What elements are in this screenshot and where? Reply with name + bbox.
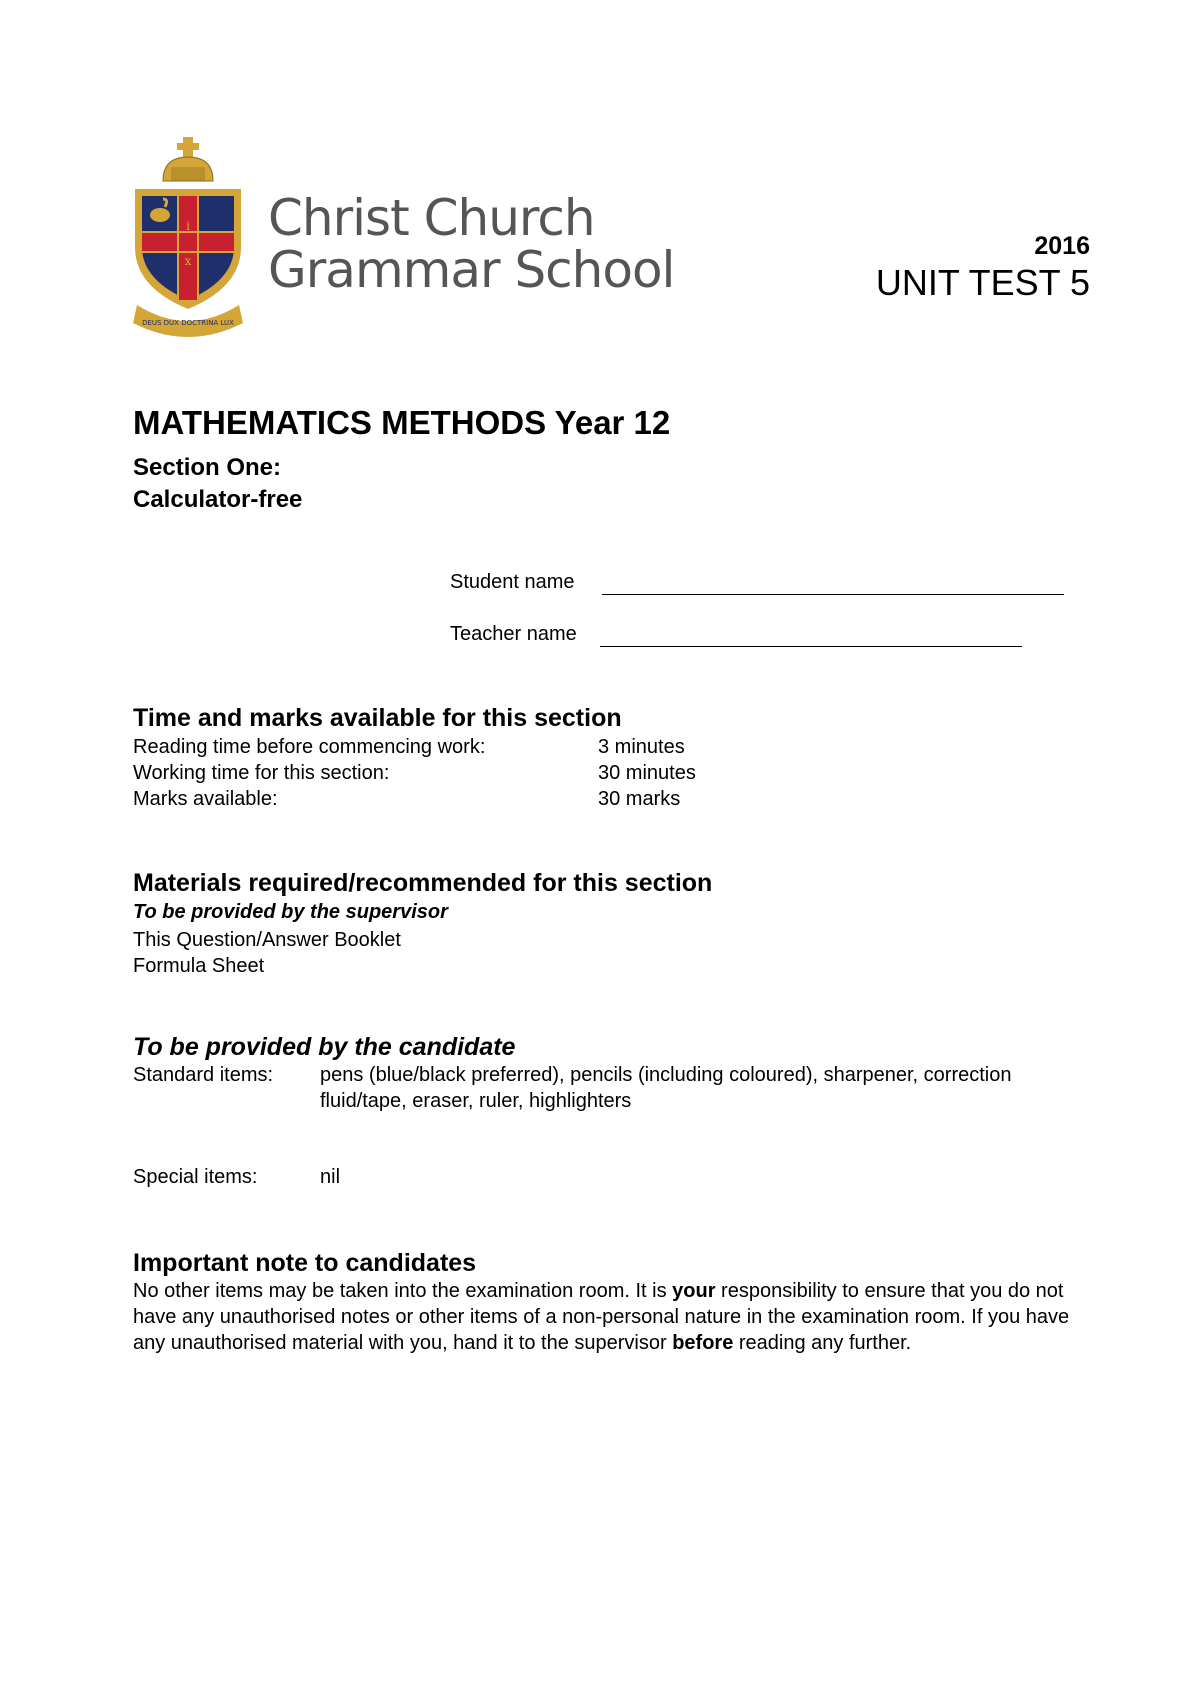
subject-title: MATHEMATICS METHODS Year 12 — [133, 404, 671, 441]
note-emphasis-before: before — [672, 1332, 734, 1354]
standard-items-value-line1: pens (blue/black preferred), pencils (including coloured), sharpener, correction — [320, 1064, 1012, 1086]
school-crest-logo — [133, 137, 245, 337]
time-marks-heading: Time and marks available for this section — [133, 704, 622, 732]
supervisor-item: This Question/Answer Booklet — [133, 929, 401, 951]
school-name-line2: Grammar School — [268, 241, 675, 299]
special-items-value: nil — [320, 1166, 341, 1188]
section-subtitle: Calculator-free — [133, 486, 303, 513]
time-row-label: Working time for this section: — [133, 762, 390, 784]
standard-items-value-line2: fluid/tape, eraser, ruler, highlighters — [320, 1090, 632, 1112]
svg-text:x: x — [184, 254, 192, 268]
crest-motto: DEUS DUX DOCTRINA LUX — [142, 319, 234, 327]
teacher-name-label: Teacher name — [450, 623, 577, 645]
supervisor-item: Formula Sheet — [133, 955, 265, 977]
student-name-label: Student name — [450, 571, 575, 593]
time-row-value: 30 marks — [598, 788, 681, 810]
note-text-part: reading any further. — [733, 1332, 912, 1354]
special-items-label: Special items: — [133, 1166, 258, 1188]
note-emphasis-your: your — [672, 1280, 716, 1302]
exam-year: 2016 — [1034, 232, 1090, 260]
time-row-label: Marks available: — [133, 788, 278, 810]
note-text-part: No other items may be taken into the examination room. It is — [133, 1280, 673, 1302]
svg-text:i: i — [186, 219, 190, 233]
time-row-value: 30 minutes — [598, 762, 696, 784]
school-name-line1: Christ Church — [268, 189, 595, 247]
important-note-text — [133, 1278, 1093, 1356]
time-row-label: Reading time before commencing work: — [133, 736, 486, 758]
note-text-part: responsibility to ensure that you do not have any unauthorised notes or other items of a non-personal nature in the examination room. If you have any unauthorised material with you, hand it to the supervisor — [133, 1280, 1070, 1354]
time-row-value: 3 minutes — [598, 736, 685, 758]
section-title: Section One: — [133, 454, 282, 481]
test-title: UNIT TEST 5 — [875, 262, 1090, 303]
candidate-heading: To be provided by the candidate — [133, 1033, 516, 1061]
school-name — [268, 189, 675, 299]
supervisor-heading: To be provided by the supervisor — [133, 901, 448, 923]
important-note-heading: Important note to candidates — [133, 1249, 477, 1277]
materials-heading: Materials required/recommended for this section — [133, 869, 713, 897]
standard-items-label: Standard items: — [133, 1064, 274, 1086]
student-name-field[interactable] — [602, 594, 1064, 595]
teacher-name-field[interactable] — [600, 646, 1022, 647]
